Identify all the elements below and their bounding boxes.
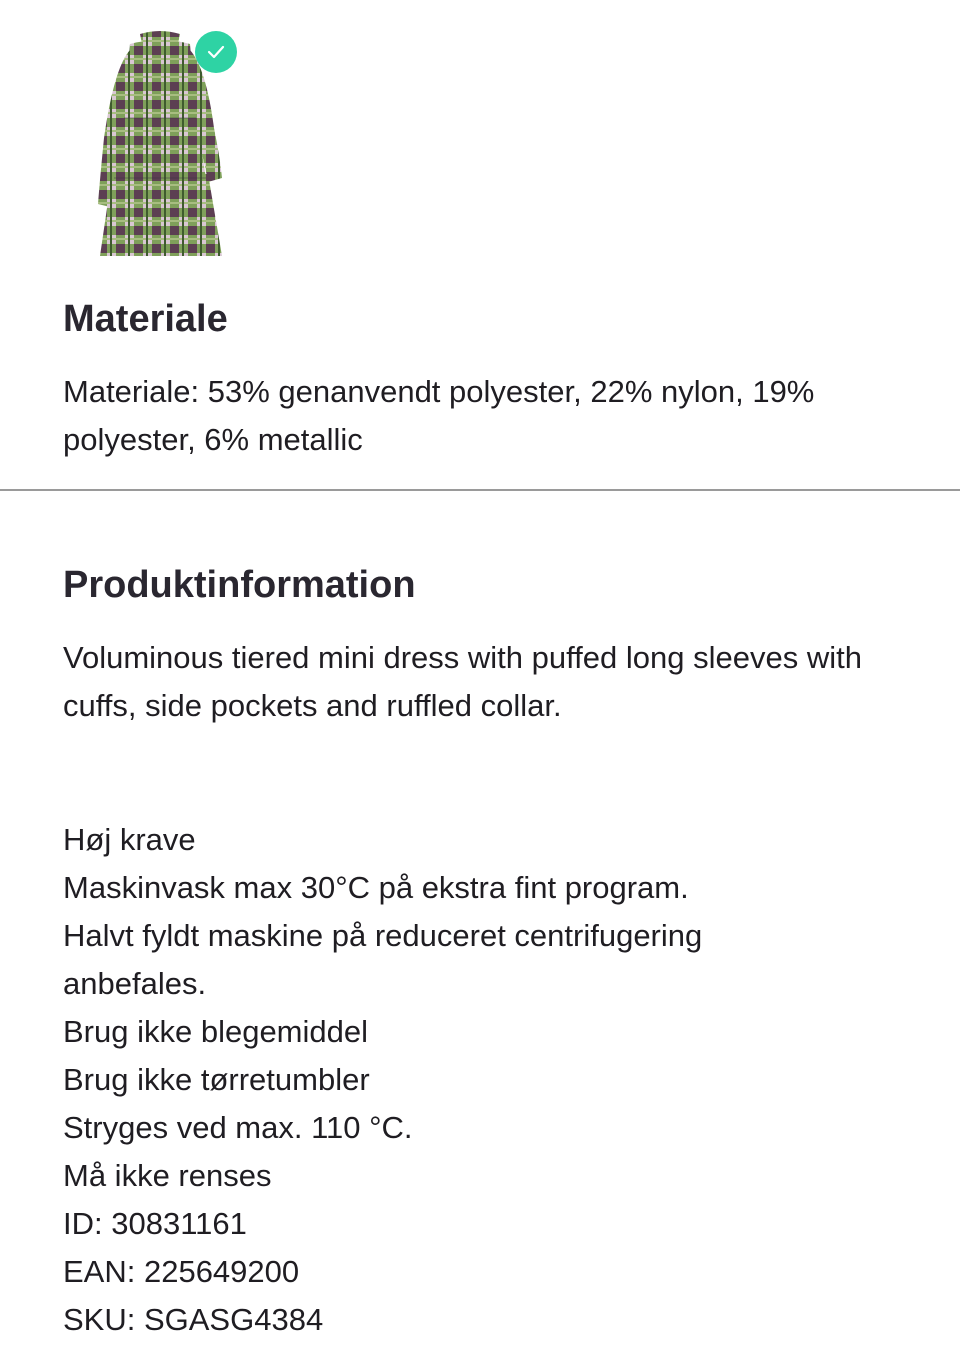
detail-ironing: Stryges ved max. 110 °C. — [63, 1110, 413, 1145]
detail-bleach: Brug ikke blegemiddel — [63, 1014, 369, 1049]
product-info-section — [63, 562, 923, 730]
check-icon — [195, 31, 237, 73]
detail-machine-load-cont: anbefales. — [63, 966, 207, 1001]
detail-machine-load: Halvt fyldt maskine på reduceret centrifugering — [63, 918, 703, 953]
detail-ean: EAN: 225649200 — [63, 1254, 300, 1289]
material-text: Materiale: 53% genanvendt polyester, 22% nylon, 19% polyester, 6% metallic — [63, 374, 815, 457]
section-divider — [0, 489, 960, 491]
product-info-title: Produktinformation — [63, 564, 416, 606]
material-title: Materiale — [63, 298, 228, 340]
detail-dry-clean: Må ikke renses — [63, 1158, 272, 1193]
material-section — [63, 296, 923, 464]
detail-wash: Maskinvask max 30°C på ekstra fint program. — [63, 870, 689, 905]
product-details-list — [63, 816, 923, 1344]
product-description: Voluminous tiered mini dress with puffed long sleeves with cuffs, side pockets and ruffled collar. — [63, 640, 862, 723]
detail-collar: Høj krave — [63, 822, 196, 857]
detail-id: ID: 30831161 — [63, 1206, 247, 1241]
product-thumbnail[interactable] — [80, 28, 240, 260]
detail-sku: SKU: SGASG4384 — [63, 1302, 324, 1337]
detail-tumble-dry: Brug ikke tørretumbler — [63, 1062, 370, 1097]
